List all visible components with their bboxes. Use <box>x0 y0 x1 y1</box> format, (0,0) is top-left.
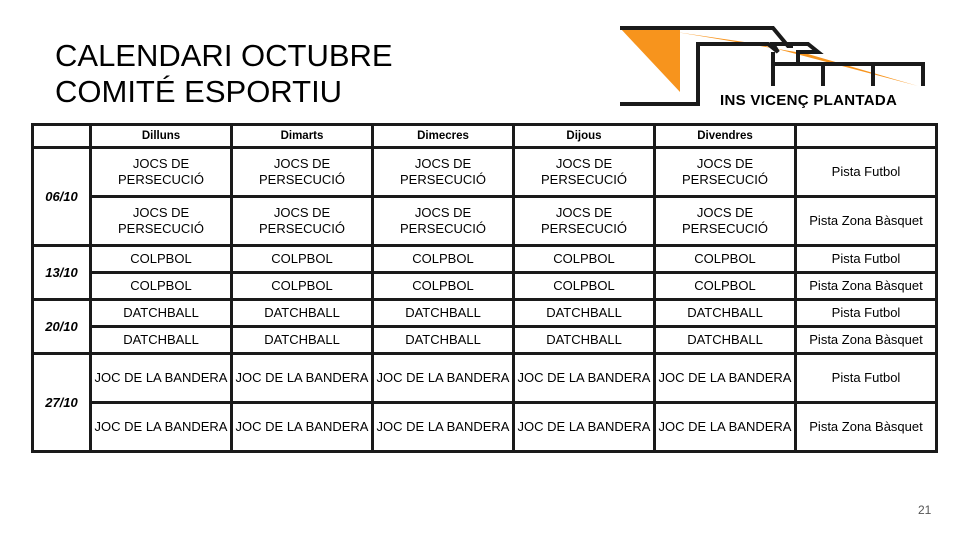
header-cell-empty-right <box>796 125 937 148</box>
activity-cell: JOC DE LA BANDERA <box>514 403 655 452</box>
slide-title <box>55 38 393 110</box>
activity-cell: DATCHBALL <box>373 327 514 354</box>
activity-cell: JOC DE LA BANDERA <box>91 403 232 452</box>
activity-cell: JOC DE LA BANDERA <box>514 354 655 403</box>
activity-cell: DATCHBALL <box>91 300 232 327</box>
activity-cell: DATCHBALL <box>373 300 514 327</box>
activity-cell: DATCHBALL <box>232 300 373 327</box>
table-row <box>33 327 937 354</box>
activity-cell: COLPBOL <box>373 246 514 273</box>
activity-cell: JOC DE LA BANDERA <box>373 354 514 403</box>
table-row <box>33 354 937 403</box>
activity-cell: COLPBOL <box>91 273 232 300</box>
location-cell: Pista Futbol <box>796 354 937 403</box>
activity-cell: DATCHBALL <box>514 327 655 354</box>
slide-title-line2: COMITÉ ESPORTIU <box>55 74 343 109</box>
activity-cell: JOC DE LA BANDERA <box>91 354 232 403</box>
activity-cell: COLPBOL <box>232 273 373 300</box>
activity-cell: DATCHBALL <box>514 300 655 327</box>
activity-cell: COLPBOL <box>514 273 655 300</box>
activity-cell: JOC DE LA BANDERA <box>655 354 796 403</box>
page-number: 21 <box>918 503 932 517</box>
activity-cell: COLPBOL <box>91 246 232 273</box>
table-row <box>33 197 937 246</box>
activity-cell: DATCHBALL <box>91 327 232 354</box>
location-cell: Pista Zona Bàsquet <box>796 327 937 354</box>
location-cell: Pista Zona Bàsquet <box>796 197 937 246</box>
calendar-table <box>31 123 938 453</box>
table-row <box>33 273 937 300</box>
activity-cell: DATCHBALL <box>232 327 373 354</box>
activity-cell: COLPBOL <box>655 273 796 300</box>
location-cell: Pista Futbol <box>796 300 937 327</box>
activity-cell: COLPBOL <box>514 246 655 273</box>
table-row <box>33 148 937 197</box>
header-cell-dijous: Dijous <box>514 125 655 148</box>
activity-cell: JOCS DE PERSECUCIÓ <box>373 148 514 197</box>
week-date-cell: 13/10 <box>33 246 91 300</box>
slide-title-line1: CALENDARI OCTUBRE <box>55 38 393 73</box>
week-date-cell: 06/10 <box>33 148 91 246</box>
activity-cell: JOC DE LA BANDERA <box>373 403 514 452</box>
school-logo-text: INS VICENÇ PLANTADA <box>720 92 898 109</box>
header-cell-dilluns: Dilluns <box>91 125 232 148</box>
header-cell-dimecres: Dimecres <box>373 125 514 148</box>
table-row <box>33 300 937 327</box>
activity-cell: JOCS DE PERSECUCIÓ <box>373 197 514 246</box>
location-cell: Pista Futbol <box>796 148 937 197</box>
location-cell: Pista Futbol <box>796 246 937 273</box>
activity-cell: JOC DE LA BANDERA <box>232 354 373 403</box>
activity-cell: JOC DE LA BANDERA <box>655 403 796 452</box>
header-cell-divendres: Divendres <box>655 125 796 148</box>
header-cell-empty-left <box>33 125 91 148</box>
table-row <box>33 246 937 273</box>
activity-cell: JOCS DE PERSECUCIÓ <box>232 197 373 246</box>
activity-cell: JOCS DE PERSECUCIÓ <box>232 148 373 197</box>
header-cell-dimarts: Dimarts <box>232 125 373 148</box>
activity-cell: JOC DE LA BANDERA <box>232 403 373 452</box>
week-date-cell: 27/10 <box>33 354 91 452</box>
activity-cell: COLPBOL <box>373 273 514 300</box>
activity-cell: JOCS DE PERSECUCIÓ <box>91 197 232 246</box>
activity-cell: COLPBOL <box>655 246 796 273</box>
activity-cell: COLPBOL <box>232 246 373 273</box>
table-row <box>33 403 937 452</box>
activity-cell: JOCS DE PERSECUCIÓ <box>91 148 232 197</box>
activity-cell: JOCS DE PERSECUCIÓ <box>514 197 655 246</box>
week-date-cell: 20/10 <box>33 300 91 354</box>
activity-cell: DATCHBALL <box>655 300 796 327</box>
activity-cell: JOCS DE PERSECUCIÓ <box>655 197 796 246</box>
location-cell: Pista Zona Bàsquet <box>796 403 937 452</box>
activity-cell: DATCHBALL <box>655 327 796 354</box>
location-cell: Pista Zona Bàsquet <box>796 273 937 300</box>
logo-orange-triangle-left <box>620 28 680 92</box>
activity-cell: JOCS DE PERSECUCIÓ <box>514 148 655 197</box>
table-header-row <box>33 125 937 148</box>
activity-cell: JOCS DE PERSECUCIÓ <box>655 148 796 197</box>
